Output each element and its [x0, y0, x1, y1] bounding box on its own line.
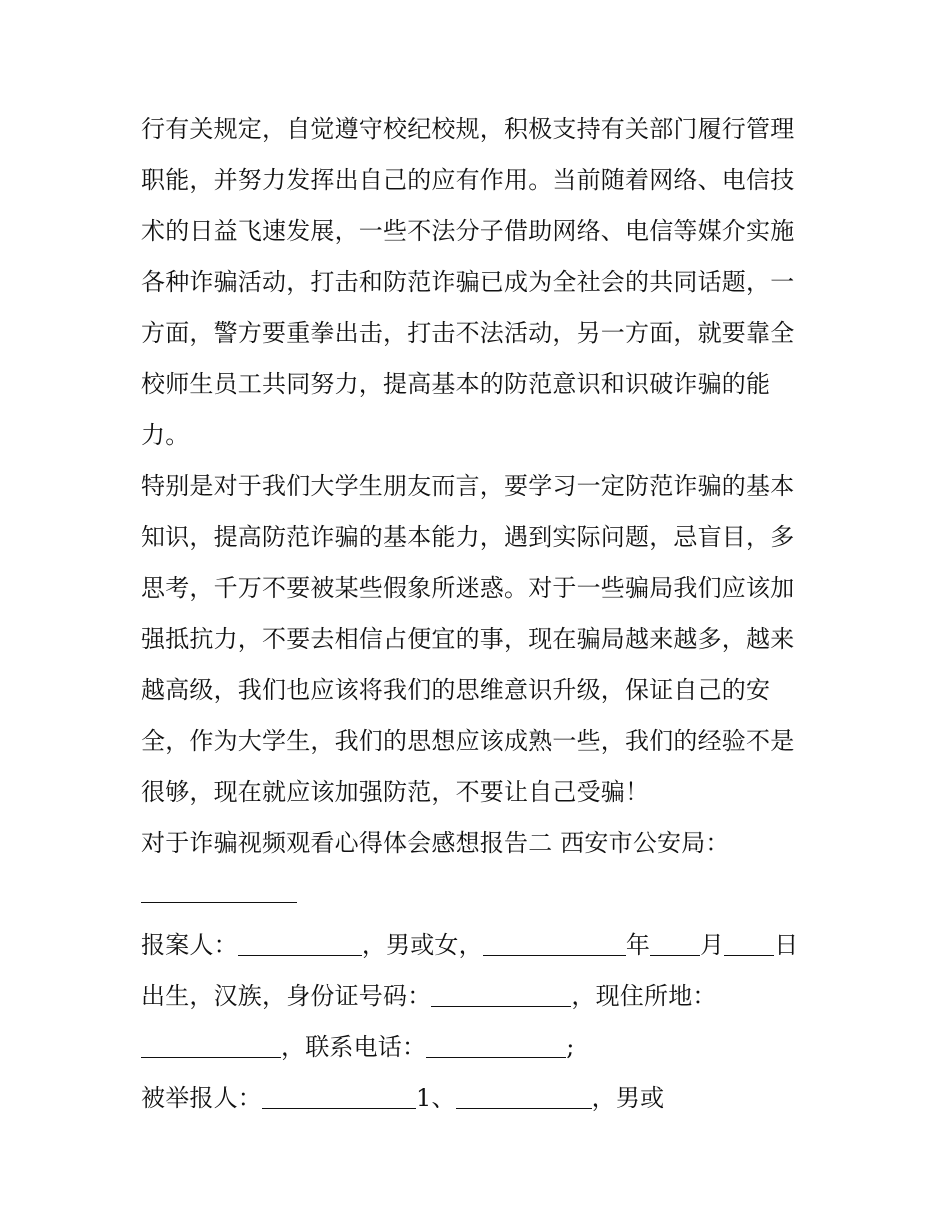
id-number-blank: [431, 976, 571, 1007]
paragraph-2-line-7: 很够，现在就应该加强防范，不要让自己受骗！: [141, 778, 650, 806]
born-text: 出生，汉族，身份证号码：: [141, 982, 432, 1010]
day-label: 日: [774, 931, 799, 959]
semicolon: ;: [566, 1033, 575, 1061]
paragraph-2-line-5: 越高级，我们也应该将我们的思维意识升级，保证自己的安: [141, 676, 771, 704]
year-label: 年: [625, 931, 651, 959]
birth-month-blank: [650, 925, 700, 956]
accused-line: [141, 1073, 821, 1124]
gender-text: ，男或女，: [361, 931, 483, 959]
paragraph-1-line-5: 方面，警方要重拳出击，打击不法活动，另一方面，就要靠全: [141, 319, 795, 347]
accused-label: 被举报人：: [141, 1084, 262, 1112]
heading-line: 对于诈骗视频观看心得体会感想报告二 西安市公安局：: [141, 829, 730, 857]
accused-item-1-blank: [456, 1078, 592, 1109]
paragraph-1-line-2: 职能，并努力发挥出自己的应有作用。当前随着网络、电信技: [141, 166, 795, 194]
address-blank: [141, 1027, 281, 1058]
paragraph-1-line-7: 力。: [141, 421, 190, 449]
reporter-name-blank: [238, 925, 362, 956]
paragraph-2-line-6: 全，作为大学生，我们的思想应该成熟一些，我们的经验不是: [141, 727, 795, 755]
phone-label: ，联系电话：: [281, 1033, 427, 1061]
paragraph-2-line-4: 强抵抗力，不要去相信占便宜的事，现在骗局越来越多，越来: [141, 625, 795, 653]
birth-day-blank: [724, 925, 774, 956]
reporter-line: [141, 920, 821, 971]
recipient-blank: [141, 872, 297, 903]
birth-year-blank: [483, 925, 626, 956]
phone-line: [141, 1022, 821, 1073]
paragraph-1-line-6: 校师生员工共同努力，提高基本的防范意识和识破诈骗的能: [141, 370, 771, 398]
paragraph-2-line-3: 思考，千万不要被某些假象所迷惑。对于一些骗局我们应该加: [141, 574, 795, 602]
accused-gender-text: ，男或: [591, 1084, 665, 1112]
paragraph-2-line-1: 特别是对于我们大学生朋友而言，要学习一定防范诈骗的基本: [141, 472, 795, 500]
recipient-blank-line: [141, 869, 821, 920]
accused-name-blank: [262, 1078, 416, 1109]
id-line: [141, 971, 821, 1022]
paragraph-1-line-4: 各种诈骗活动，打击和防范诈骗已成为全社会的共同话题，一: [141, 268, 795, 296]
document-body: [141, 104, 821, 1124]
paragraph-1-line-3: 术的日益飞速发展，一些不法分子借助网络、电信等媒介实施: [141, 217, 795, 245]
month-label: 月: [700, 931, 725, 959]
paragraph-2-line-2: 知识，提高防范诈骗的基本能力，遇到实际问题，忌盲目，多: [141, 523, 795, 551]
reporter-label: 报案人：: [141, 931, 238, 959]
paragraph-1-line-1: 行有关规定，自觉遵守校纪校规，积极支持有关部门履行管理: [141, 115, 795, 143]
address-label: ，现住所地：: [571, 982, 717, 1010]
item-1-label: 1、: [416, 1084, 456, 1112]
phone-blank: [426, 1027, 566, 1058]
